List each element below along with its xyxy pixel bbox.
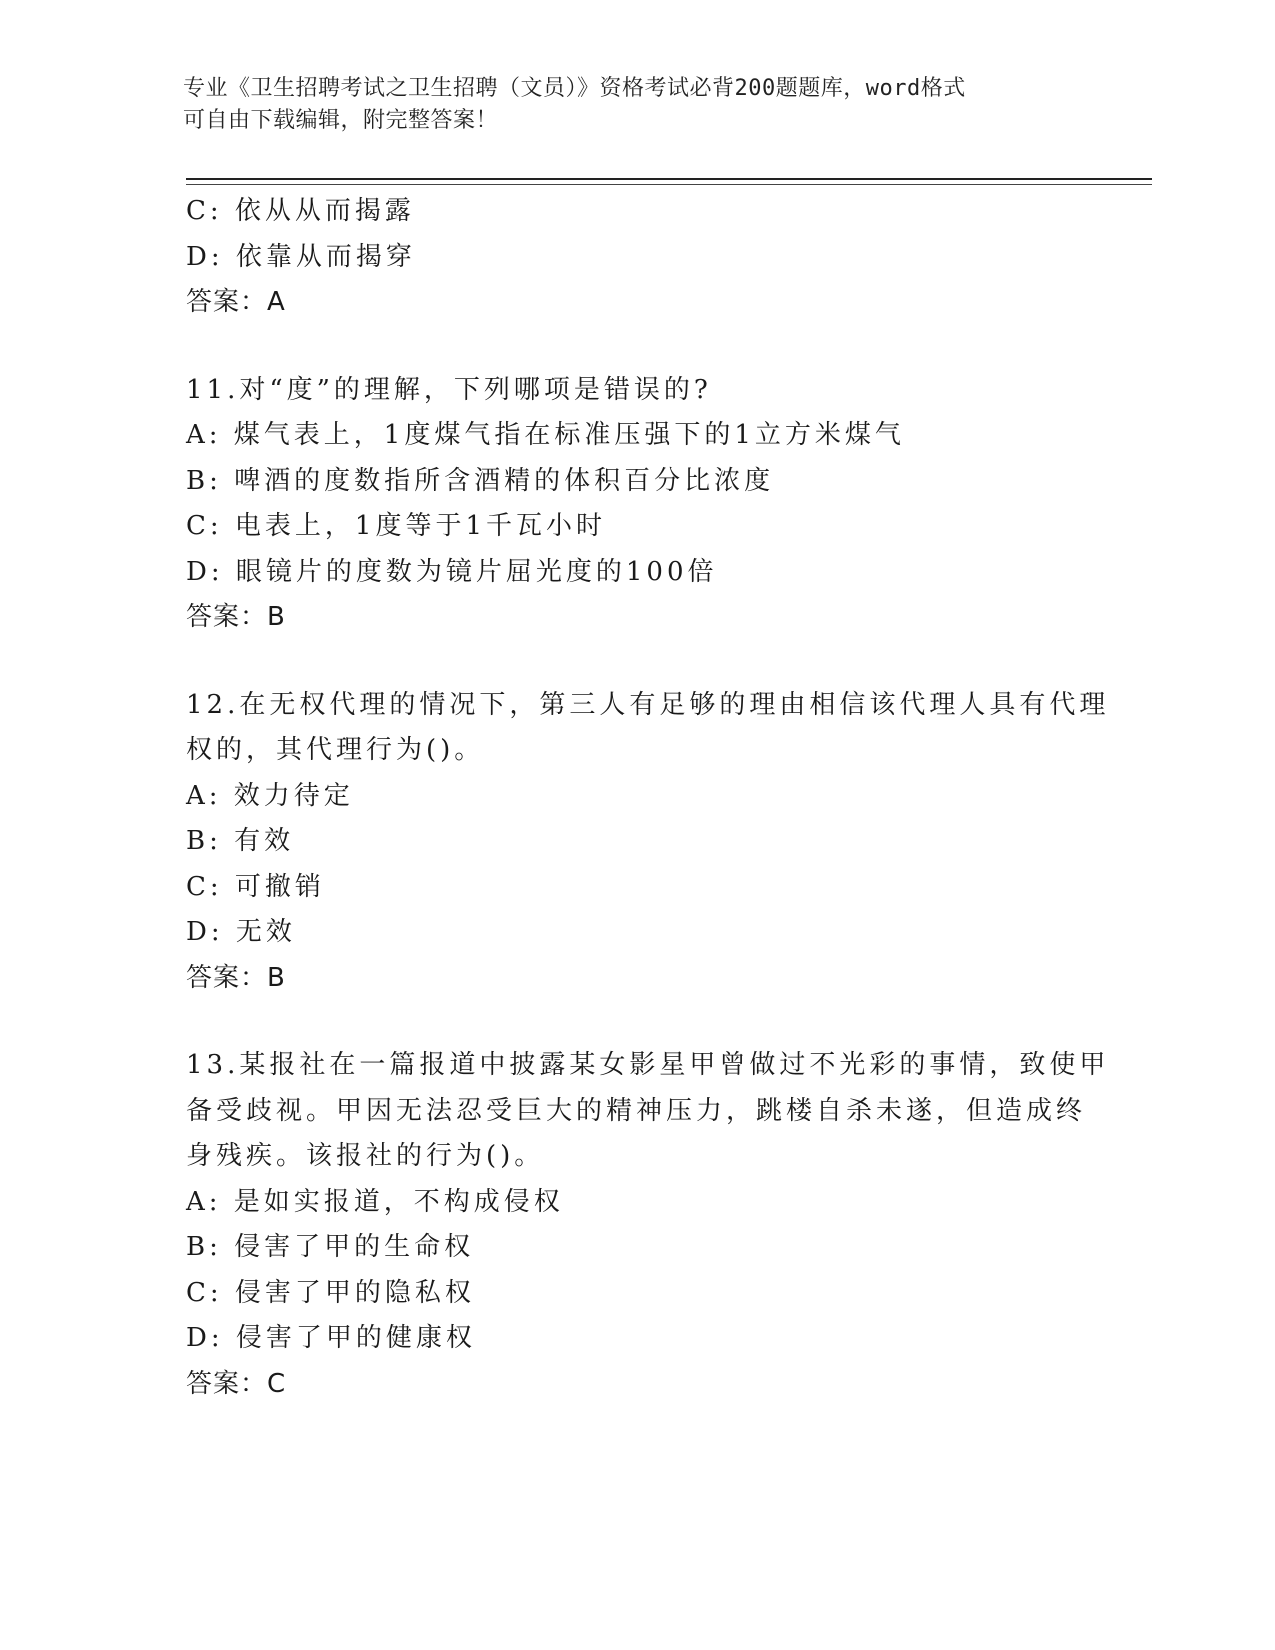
option-b: B: 侵害了甲的生命权 xyxy=(186,1232,475,1262)
question-block-prev xyxy=(186,189,1086,326)
option-d: D: 眼镜片的度数为镜片屈光度的100倍 xyxy=(186,556,718,587)
option-d: D: 无效 xyxy=(186,917,296,947)
answer-line: 答案：A xyxy=(186,287,286,317)
answer-line: 答案：B xyxy=(186,962,286,993)
option-d: D: 侵害了甲的健康权 xyxy=(186,1323,476,1353)
header-title-line-2: 可自由下载编辑，附完整答案！ xyxy=(183,108,499,133)
option-a: A: 是如实报道，不构成侵权 xyxy=(186,1186,564,1217)
option-a: A: 效力待定 xyxy=(186,780,354,811)
spacer xyxy=(186,1001,1086,1043)
header-divider-thin xyxy=(186,184,1152,185)
question-block-11 xyxy=(186,368,1086,641)
option-c: C: 电表上，1度等于1千瓦小时 xyxy=(186,511,607,541)
option-d: D: 依靠从而揭穿 xyxy=(186,241,416,272)
question-block-12 xyxy=(186,683,1110,1002)
question-stem-continued: 身残疾。该报社的行为()。 xyxy=(186,1141,545,1171)
answer-line: 答案：B xyxy=(186,602,286,632)
question-stem: 13.某报社在一篇报道中披露某女影星甲曾做过不光彩的事情，致使甲 xyxy=(186,1050,1110,1080)
question-stem: 12.在无权代理的情况下，第三人有足够的理由相信该代理人具有代理 xyxy=(186,689,1110,720)
option-a: A: 煤气表上，1度煤气指在标准压强下的1立方米煤气 xyxy=(186,420,905,450)
spacer xyxy=(186,326,1086,368)
option-b: B: 有效 xyxy=(186,826,295,856)
spacer xyxy=(186,641,1086,683)
header-title-line-1: 专业《卫生招聘考试之卫生招聘（文员）》资格考试必背200题题库，word格式 xyxy=(183,76,966,101)
header-divider-thick xyxy=(186,178,1152,180)
document-header xyxy=(183,73,1063,137)
question-stem-continued: 备受歧视。甲因无法忍受巨大的精神压力，跳楼自杀未遂，但造成终 xyxy=(186,1095,1087,1126)
option-c: C: 可撤销 xyxy=(186,871,325,902)
option-c: C: 侵害了甲的隐私权 xyxy=(186,1277,475,1308)
question-stem-continued: 权的，其代理行为()。 xyxy=(186,735,485,765)
question-block-13 xyxy=(186,1043,1110,1407)
question-list xyxy=(186,189,1110,1407)
answer-line: 答案：C xyxy=(186,1368,287,1399)
option-c: C: 依从从而揭露 xyxy=(186,196,415,226)
question-stem: 11.对“度”的理解，下列哪项是错误的? xyxy=(186,374,712,405)
option-b: B: 啤酒的度数指所含酒精的体积百分比浓度 xyxy=(186,465,775,496)
